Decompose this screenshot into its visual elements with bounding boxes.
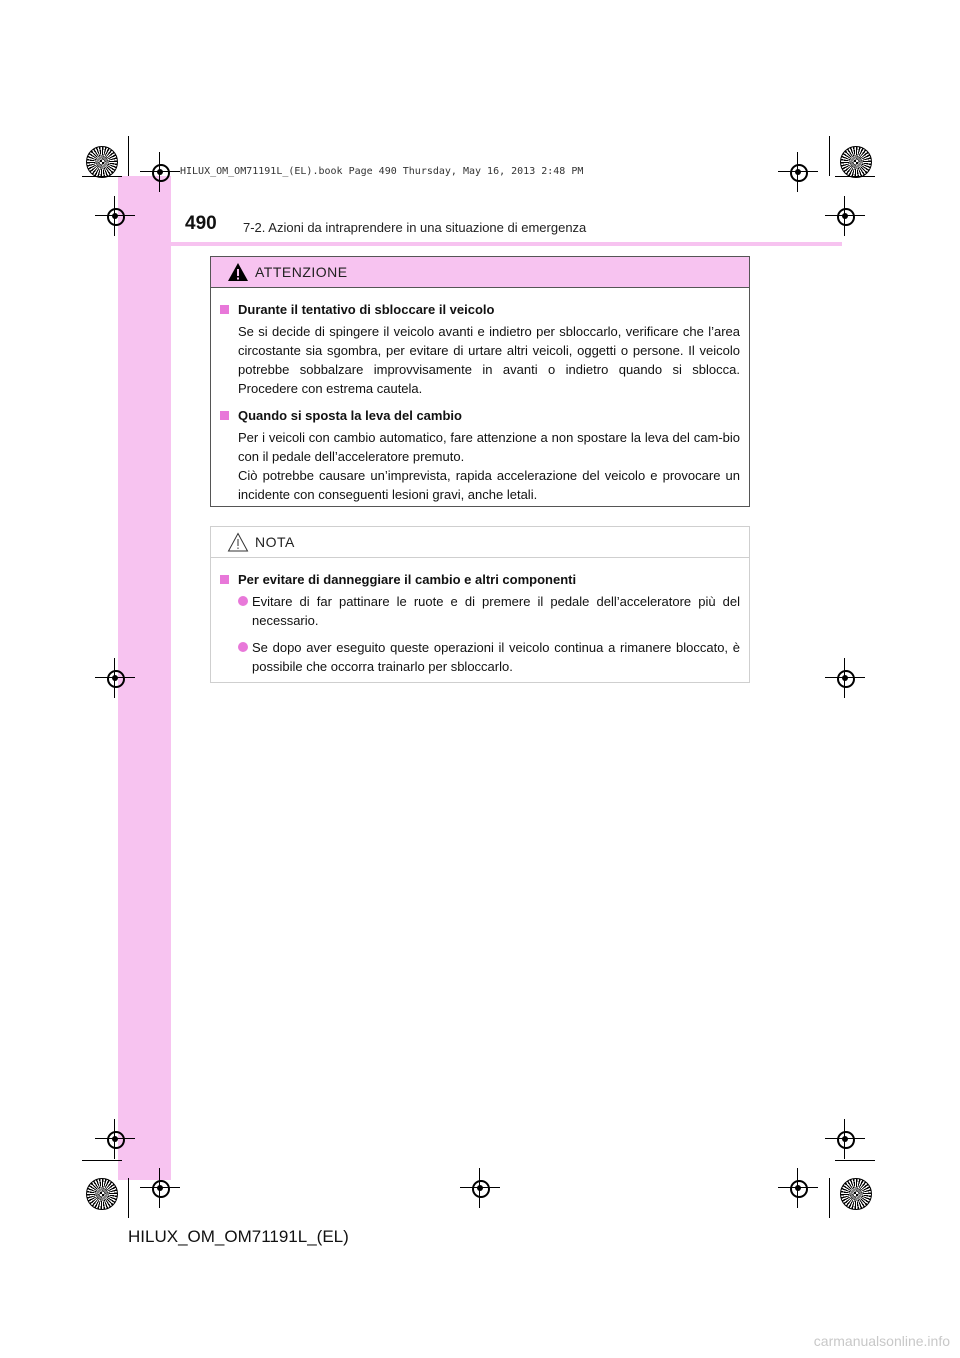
crop-mark [835, 176, 875, 177]
note-heading: Per evitare di danneggiare il cambio e altri componenti [220, 570, 740, 589]
crop-mark [82, 176, 122, 177]
printer-sunburst-mark [840, 1178, 872, 1210]
warning-header [211, 257, 749, 288]
note-title: NOTA [255, 534, 295, 550]
note-box [210, 526, 750, 683]
round-bullet-icon [238, 596, 248, 606]
section-title: 7-2. Azioni da intraprendere in una situazione di emergenza [243, 220, 587, 235]
warning-item-text: Se si decide di spingere il veicolo avanti e indietro per sbloccarlo, verificare che l’area circostante sia sgombra, per evitare di urtare altri veicoli, oggetti o persone. Il veicolo potrebbe sobbalzare improvvisamente in avanti o indietro quando si sblocca. Procedere con estrema cautela. [238, 324, 740, 396]
warning-item-heading: Quando si sposta la leva del cambio [220, 406, 740, 425]
manual-code: HILUX_OM_OM71191L_(EL) [128, 1227, 349, 1246]
registration-crosshair-icon [460, 1168, 500, 1208]
square-bullet-icon [220, 575, 229, 584]
warning-item-heading: Durante il tentativo di sbloccare il veicolo [220, 300, 740, 319]
registration-crosshair-icon [140, 152, 180, 192]
note-body [211, 558, 749, 676]
warning-triangle-icon [227, 262, 249, 282]
book-stamp: HILUX_OM_OM71191L_(EL).book Page 490 Thursday, May 16, 2013 2:48 PM [180, 166, 584, 177]
header-rule [118, 242, 842, 246]
warning-box [210, 256, 750, 507]
crop-mark [128, 1178, 129, 1218]
warning-title: ATTENZIONE [255, 264, 348, 280]
registration-crosshair-icon [825, 658, 865, 698]
registration-crosshair-icon [825, 1119, 865, 1159]
printer-sunburst-mark [840, 146, 872, 178]
crop-mark [82, 1160, 122, 1161]
square-bullet-icon [220, 305, 229, 314]
crop-mark [835, 1160, 875, 1161]
crop-mark [829, 1178, 830, 1218]
note-header [211, 527, 749, 558]
square-bullet-icon [220, 411, 229, 420]
registration-crosshair-icon [95, 1119, 135, 1159]
printer-sunburst-mark [86, 1178, 118, 1210]
registration-crosshair-icon [778, 152, 818, 192]
page-number: 490 [185, 213, 217, 234]
registration-crosshair-icon [95, 196, 135, 236]
registration-crosshair-icon [140, 1168, 180, 1208]
crop-mark [829, 136, 830, 176]
registration-crosshair-icon [825, 196, 865, 236]
watermark: carmanualsonline.info [813, 1333, 950, 1349]
crop-mark [128, 136, 129, 176]
registration-crosshair-icon [95, 658, 135, 698]
printer-sunburst-mark [86, 146, 118, 178]
caution-triangle-icon [227, 532, 249, 552]
registration-crosshair-icon [778, 1168, 818, 1208]
warning-body [211, 288, 749, 504]
warning-item-text: Per i veicoli con cambio automatico, fare attenzione a non spostare la leva del cam-bio con il pedale dell’acceleratore premuto. Ciò potrebbe causare un’imprevista, rapida accelerazione del veicolo e provocare un incidente con conseguenti lesioni gravi, anche letali. [238, 430, 740, 502]
note-bullet-item: Evitare di far pattinare le ruote e di premere il pedale dell’acceleratore più del necessario. [220, 592, 740, 630]
round-bullet-icon [238, 642, 248, 652]
note-bullet-item: Se dopo aver eseguito queste operazioni il veicolo continua a rimanere bloccato, è possibile che occorra trainarlo per sbloccarlo. [220, 638, 740, 676]
